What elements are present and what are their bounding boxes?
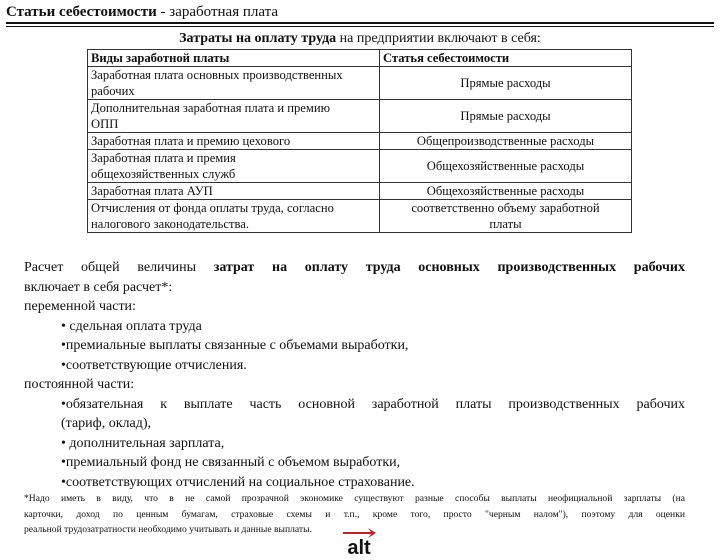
cell-line: ОПП — [91, 117, 119, 131]
title-rule-thick — [6, 22, 714, 24]
table-caption-bold: Затраты на оплату труда — [179, 31, 337, 46]
header-wage-type: Виды заработной платы — [88, 50, 380, 67]
wage-type-cell — [88, 200, 380, 233]
cell-line: Общепроизводственные расходы — [416, 134, 595, 148]
title-bar — [6, 3, 714, 25]
cell-line: Заработная плата и премию цехового — [91, 134, 291, 148]
cost-article-cell — [380, 67, 632, 100]
fixed-item: • дополнительная зарплата, — [61, 435, 225, 451]
logo-text: alt — [347, 537, 371, 555]
variable-item: •соответствующие отчисления. — [61, 357, 247, 373]
page-title-bold: Статьи себестоимости — [6, 4, 157, 20]
cell-line: Общехозяйственные расходы — [426, 159, 585, 173]
cost-article-cell — [380, 200, 632, 233]
wage-type-cell — [88, 100, 380, 133]
cell-line: Общехозяйственные расходы — [426, 184, 585, 198]
cell-line: Прямые расходы — [460, 109, 551, 123]
cell-line: Заработная плата АУП — [91, 184, 213, 198]
calculation-text — [24, 258, 685, 492]
title-rule-thin — [6, 26, 714, 27]
wage-type-cell — [88, 183, 380, 200]
page-title-rest: - заработная плата — [156, 4, 279, 20]
variable-part-label: переменной части: — [24, 299, 136, 314]
fixed-item-continuation: (тариф, оклад), — [61, 416, 152, 431]
cost-article-cell — [380, 183, 632, 200]
fixed-part-label: постоянной части: — [24, 377, 135, 392]
cost-article-cell — [380, 100, 632, 133]
variable-item: •премиальные выплаты связанные с объемами выработки, — [61, 338, 409, 353]
cell-line: Отчисления от фонда оплаты труда, согласно — [91, 201, 334, 215]
footnote-line: реальной трудозатратности необходимо учитывать и данные выплаты. — [24, 524, 312, 535]
wage-type-cell — [88, 67, 380, 100]
fixed-item: •соответствующих отчислений на социальное страхование. — [61, 474, 415, 490]
cell-line: общехозяйственных служб — [91, 167, 236, 181]
footnote-line: *Надо иметь в виду, что в не самой прозрачной экономике существуют разные способы выплаты неофициальной зарплаты (на — [24, 493, 685, 504]
wage-type-cell — [88, 133, 380, 150]
cell-line: рабочих — [91, 84, 135, 98]
alt-logo-icon — [341, 523, 377, 555]
table-row — [88, 100, 632, 133]
table-row — [88, 67, 632, 100]
table-row — [88, 200, 632, 233]
intro-line — [24, 258, 685, 278]
header-cost-article: Статья себестоимости — [380, 50, 632, 67]
variable-item: • сдельная оплата труда — [61, 318, 202, 334]
cell-line: платы — [489, 217, 522, 231]
intro-bold: затрат на оплату труда основных производственных рабочих — [213, 260, 685, 275]
fixed-item: •премиальный фонд не связанный с объемом выработки, — [61, 455, 401, 470]
cell-line: Заработная плата основных производственных — [91, 68, 343, 82]
table-header-row — [88, 50, 632, 67]
table-caption — [0, 31, 720, 47]
table-row — [88, 150, 632, 183]
cell-line: Заработная плата и премия — [91, 151, 236, 165]
cell-line: Дополнительная заработная плата и премию — [91, 101, 330, 115]
cost-article-cell — [380, 150, 632, 183]
cell-line: налогового законодательства. — [91, 217, 250, 231]
table-row — [88, 133, 632, 150]
wage-cost-table — [87, 49, 632, 233]
page-title — [6, 3, 714, 21]
intro-plain: Расчет общей величины — [24, 260, 214, 275]
cell-line: соответственно объему заработной — [411, 201, 600, 215]
cost-article-cell — [380, 133, 632, 150]
fixed-item: •обязательная к выплате часть основной заработной платы производственных рабочих — [61, 396, 685, 412]
table-caption-rest: на предприятии включают в себя: — [336, 31, 541, 46]
table-row — [88, 183, 632, 200]
footnote-line: карточки, доход по ценным бумагам, страховые схемы и т.п., кроме того, просто "черным налом"), поэтому для оценки — [24, 508, 685, 520]
wage-type-cell — [88, 150, 380, 183]
intro-line-2: включает в себя расчет*: — [24, 279, 173, 295]
cell-line: Прямые расходы — [460, 76, 551, 90]
alt-logo — [341, 523, 377, 555]
